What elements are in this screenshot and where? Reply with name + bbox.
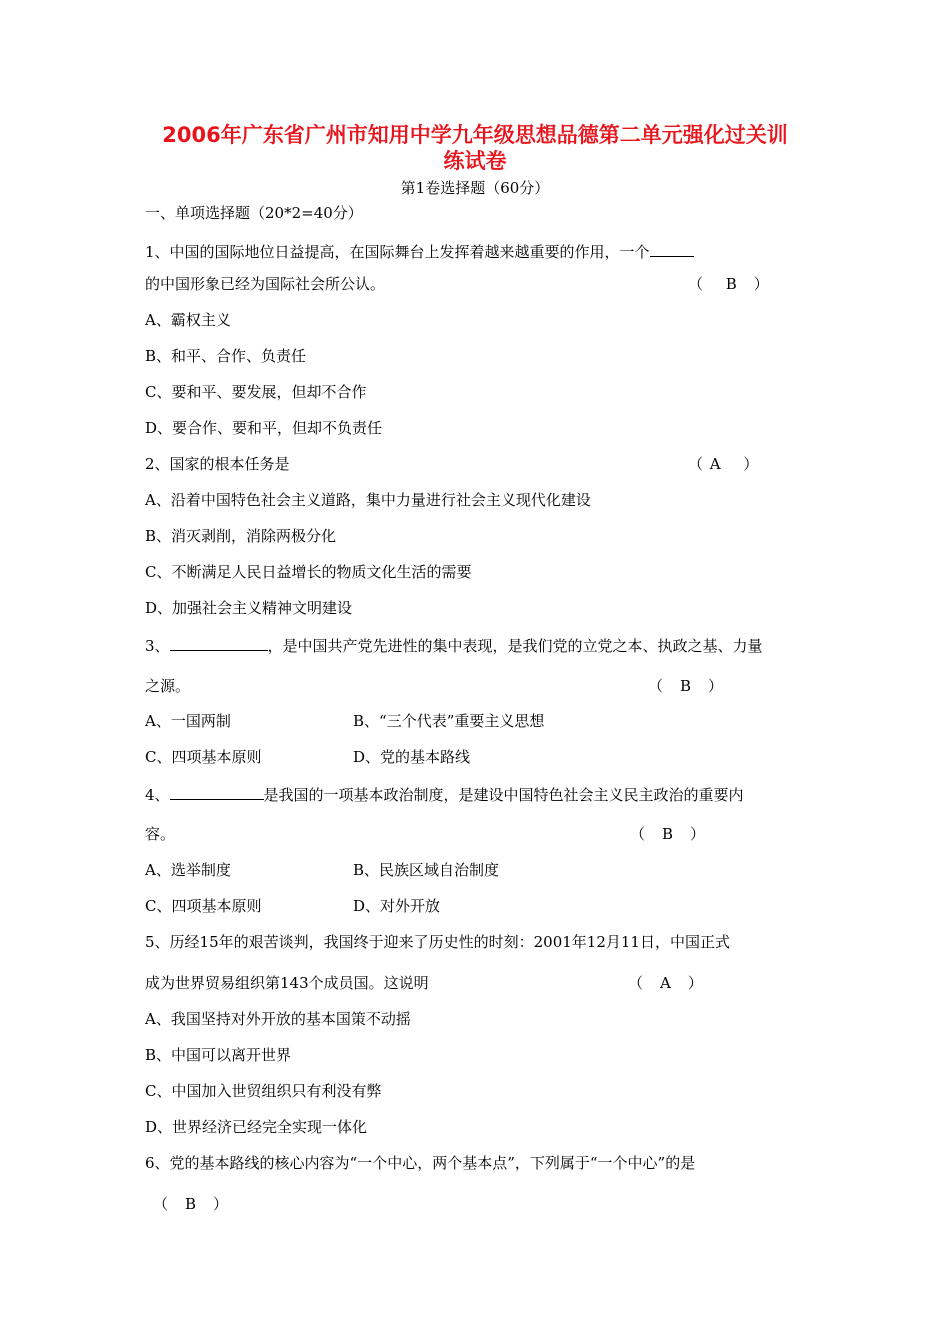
answer-3: （ B ）: [648, 677, 725, 695]
option: B、民族区域自治制度: [353, 861, 500, 879]
question-1-line-1: 1、中国的国际地位日益提高，在国际舞台上发挥着越来越重要的作用，一个: [145, 240, 694, 262]
option: D、世界经济已经完全实现一体化: [145, 1118, 368, 1136]
option: D、党的基本路线: [353, 748, 471, 766]
blank: [170, 783, 264, 800]
document-title: [120, 122, 830, 174]
option: B、和平、合作、负责任: [145, 347, 307, 365]
title-line-1: 2006年广东省广州市知用中学九年级思想品德第二单元强化过关训: [162, 123, 788, 147]
option: D、要合作、要和平，但却不负责任: [145, 419, 383, 437]
question-2: 2、国家的根本任务是: [145, 455, 290, 473]
option: B、中国可以离开世界: [145, 1046, 292, 1064]
question-5-line-1: 5、历经15年的艰苦谈判，我国终于迎来了历史性的时刻：2001年12月11日，中国正式: [145, 933, 730, 951]
question-5-line-2: 成为世界贸易组织第143个成员国。这说明: [145, 974, 429, 992]
option: B、消灭剥削，消除两极分化: [145, 527, 337, 545]
question-3-line-1: 3、 ，是中国共产党先进性的集中表现，是我们党的立党之本、执政之基、力量: [145, 634, 763, 656]
option: A、沿着中国特色社会主义道路，集中力量进行社会主义现代化建设: [145, 491, 591, 509]
option: C、要和平、要发展，但却不合作: [145, 383, 367, 401]
option: A、我国坚持对外开放的基本国策不动摇: [145, 1010, 411, 1028]
title-line-2: 练试卷: [443, 149, 507, 173]
option: D、对外开放: [353, 897, 441, 915]
option: B、“三个代表”重要主义思想: [353, 712, 545, 730]
option: C、四项基本原则: [145, 897, 262, 915]
option: D、加强社会主义精神文明建设: [145, 599, 353, 617]
answer-4: （ B ）: [630, 825, 707, 843]
subtitle: 第1卷选择题（60分）: [400, 179, 550, 197]
option: A、选举制度: [145, 861, 231, 879]
answer-6: （ B ）: [153, 1195, 230, 1213]
question-4-line-1: 4、 是我国的一项基本政治制度，是建设中国特色社会主义民主政治的重要内: [145, 783, 744, 805]
answer-1: （ B ）: [688, 275, 770, 293]
blank: [170, 634, 268, 651]
option: A、一国两制: [145, 712, 231, 730]
blank: [650, 240, 694, 257]
option: C、中国加入世贸组织只有利没有弊: [145, 1082, 382, 1100]
option: C、四项基本原则: [145, 748, 262, 766]
option: C、不断满足人民日益增长的物质文化生活的需要: [145, 563, 472, 581]
answer-5: （ A ）: [628, 974, 704, 992]
question-4-line-2: 容。: [145, 825, 176, 843]
question-1-line-2: 的中国形象已经为国际社会所公认。: [145, 275, 386, 293]
question-6: 6、党的基本路线的核心内容为“一个中心，两个基本点”，下列属于“一个中心”的是: [145, 1154, 696, 1172]
option: A、霸权主义: [145, 311, 231, 329]
section-heading: 一、单项选择题（20*2=40分）: [145, 204, 363, 222]
answer-2: （ A ）: [688, 455, 760, 473]
question-3-line-2: 之源。: [145, 677, 191, 695]
